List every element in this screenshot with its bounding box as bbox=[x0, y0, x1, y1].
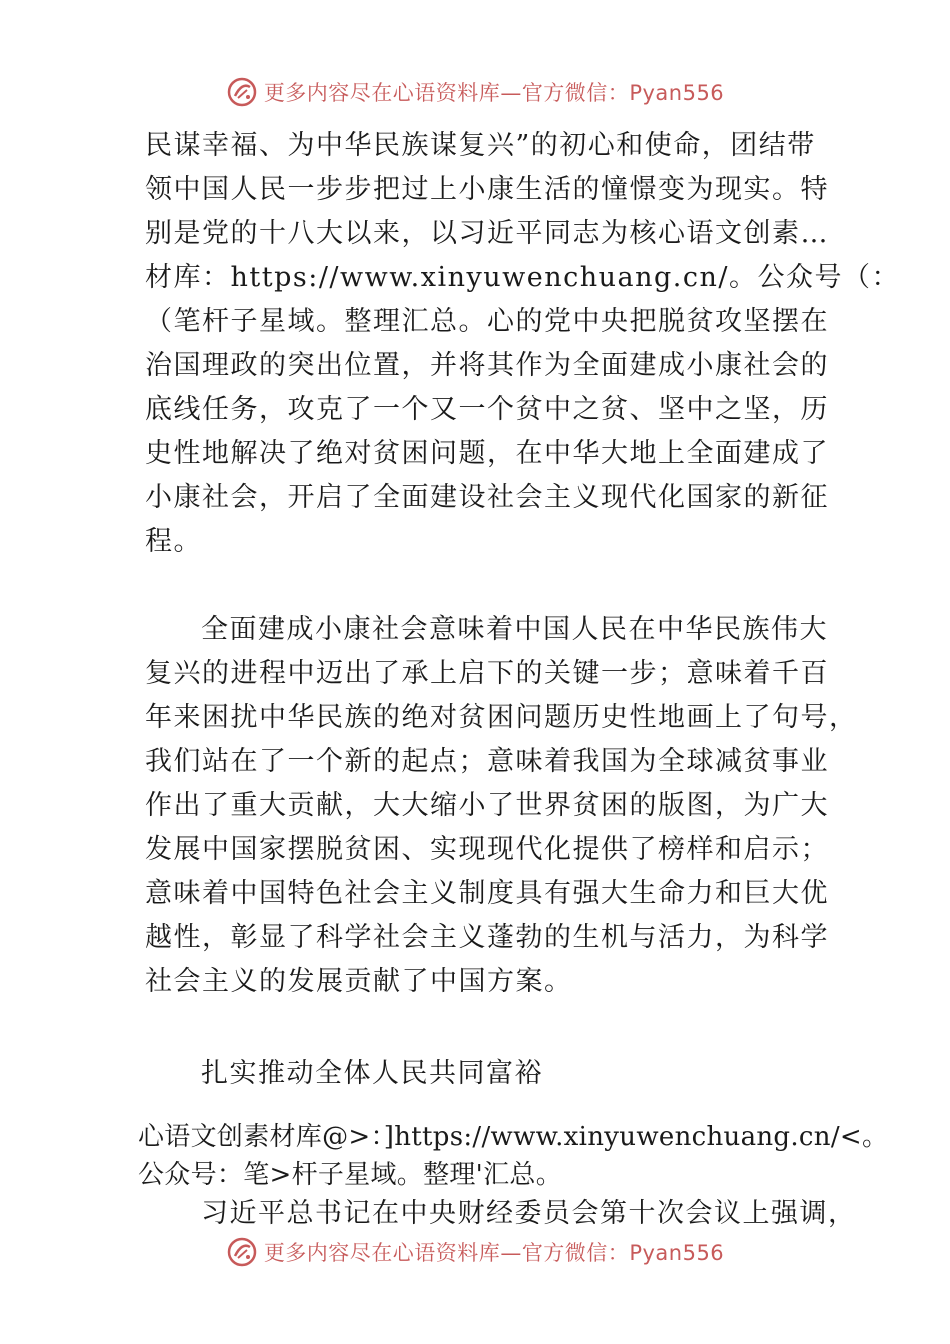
text-line: 民谋幸福、为中华民族谋复兴”的初心和使命，团结带 bbox=[145, 130, 816, 161]
text-line: 程。 bbox=[145, 526, 202, 557]
footer-banner-text bbox=[264, 1237, 724, 1267]
paragraph-spacer bbox=[145, 1004, 825, 1048]
footer-separator: — bbox=[500, 1241, 522, 1265]
header-wechat-id: Pyan556 bbox=[629, 81, 725, 105]
red-circle-logo-icon bbox=[226, 1236, 258, 1268]
document-body bbox=[145, 124, 900, 1096]
paragraph-spacer bbox=[145, 564, 825, 608]
text-line: 社会主义的发展贡献了中国方案。 bbox=[145, 966, 573, 997]
text-line: 越性，彰显了科学社会主义蓬勃的生机与活力，为科学 bbox=[145, 922, 829, 953]
text-line: 别是党的十八大以来，以习近平同志为核心语文创素… bbox=[145, 218, 829, 249]
text-line: 习近平总书记在中央财经委员会第十次会议上强调， bbox=[201, 1198, 857, 1229]
footer-wechat-label: 官方微信： bbox=[521, 1241, 630, 1265]
header-separator: — bbox=[500, 81, 522, 105]
text-line: 作出了重大贡献，大大缩小了世界贫困的版图，为广大 bbox=[145, 790, 829, 821]
text-line: （笔杆子星域。整理汇总。心的党中央把脱贫攻坚摆在 bbox=[145, 306, 829, 337]
text-line: 年来困扰中华民族的绝对贫困问题历史性地画上了句号， bbox=[145, 702, 858, 733]
watermark-line: 公众号：笔>杆子星域。整理'汇总。 bbox=[138, 1160, 563, 1190]
footer-site-text: 更多内容尽在心语资料库 bbox=[263, 1241, 501, 1265]
text-line: 复兴的进程中迈出了承上启下的关键一步；意味着千百 bbox=[145, 658, 829, 689]
text-line: 领中国人民一步步把过上小康生活的憧憬变为现实。特 bbox=[145, 174, 829, 205]
text-line: 发展中国家摆脱贫困、实现现代化提供了榜样和启示； bbox=[145, 834, 829, 865]
text-line: 意味着中国特色社会主义制度具有强大生命力和巨大优 bbox=[145, 878, 829, 909]
red-circle-logo-icon bbox=[226, 76, 258, 108]
paragraph-2 bbox=[145, 608, 858, 1004]
text-line: 底线任务，攻克了一个又一个贫中之贫、坚中之坚，历 bbox=[145, 394, 829, 425]
section-heading: 扎实推动全体人民共同富裕 bbox=[201, 1058, 543, 1089]
text-line: 小康社会，开启了全面建设社会主义现代化国家的新征 bbox=[145, 482, 829, 513]
header-wechat-label: 官方微信： bbox=[521, 81, 630, 105]
header-banner-text bbox=[264, 77, 724, 107]
footer-banner bbox=[0, 1230, 950, 1274]
text-line: 我们站在了一个新的起点；意味着我国为全球减贫事业 bbox=[145, 746, 829, 777]
text-line: 史性地解决了绝对贫困问题，在中华大地上全面建成了 bbox=[145, 438, 829, 469]
watermark-line: 心语文创素材库@>：]https://www.xinyuwenchuang.cn/<。 bbox=[138, 1122, 889, 1152]
header-site-text: 更多内容尽在心语资料库 bbox=[263, 81, 501, 105]
header-banner bbox=[0, 70, 950, 114]
text-line: 全面建成小康社会意味着中国人民在中华民族伟大 bbox=[201, 614, 828, 645]
watermark-block bbox=[138, 1118, 889, 1234]
footer-wechat-id: Pyan556 bbox=[629, 1241, 725, 1265]
text-line: 材库：https://www.xinyuwenchuang.cn/。公众号（： bbox=[145, 262, 900, 293]
text-line: 治国理政的突出位置，并将其作为全面建成小康社会的 bbox=[145, 350, 829, 381]
paragraph-1 bbox=[145, 124, 900, 564]
